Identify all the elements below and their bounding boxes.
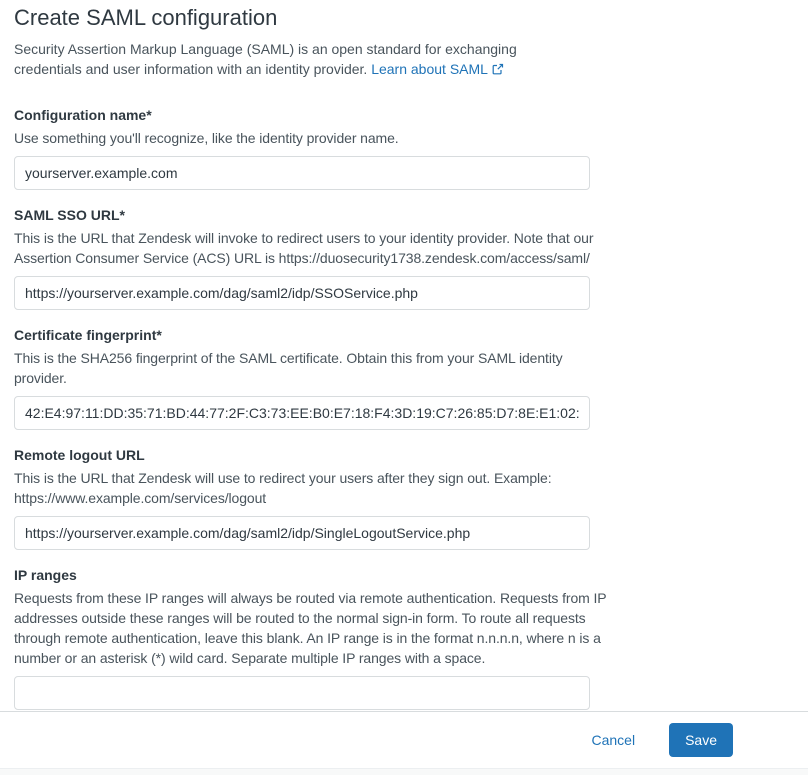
saml-sso-url-input[interactable]	[14, 276, 590, 310]
saml-sso-url-label: SAML SSO URL*	[14, 207, 125, 223]
field-remote-logout-url	[14, 446, 808, 550]
save-button[interactable]: Save	[669, 723, 733, 757]
configuration-name-help: Use something you'll recognize, like the identity provider name.	[14, 130, 399, 146]
form-fields	[14, 106, 808, 710]
remote-logout-url-input[interactable]	[14, 516, 590, 550]
field-certificate-fingerprint	[14, 326, 808, 430]
ip-ranges-label: IP ranges	[14, 567, 77, 583]
certificate-fingerprint-label: Certificate fingerprint*	[14, 327, 162, 343]
ip-ranges-input[interactable]	[14, 676, 590, 710]
field-ip-ranges	[14, 566, 808, 710]
learn-about-saml-link[interactable]: Learn about SAML	[371, 61, 504, 77]
page-below-fold-strip	[0, 768, 808, 775]
external-link-icon	[492, 60, 504, 80]
certificate-fingerprint-input[interactable]	[14, 396, 590, 430]
configuration-name-label: Configuration name*	[14, 107, 152, 123]
configuration-name-input[interactable]	[14, 156, 590, 190]
form-footer	[0, 711, 808, 775]
field-saml-sso-url	[14, 206, 808, 310]
remote-logout-url-label: Remote logout URL	[14, 447, 145, 463]
cancel-button[interactable]: Cancel	[591, 732, 636, 748]
certificate-fingerprint-help: This is the SHA256 fingerprint of the SAML certificate. Obtain this from your SAML identity provider.	[14, 350, 563, 386]
page-title: Create SAML configuration	[14, 5, 278, 30]
field-configuration-name	[14, 106, 808, 190]
footer-actions	[0, 712, 808, 768]
ip-ranges-help: Requests from these IP ranges will always be routed via remote authentication. Requests from IP addresses outside these ranges will be routed to the normal sign-in form. To route all requests through remote authentication, leave this blank. An IP range is in the format n.n.n.n, where n is a number or an asterisk (*) wild card. Separate multiple IP ranges with a space.	[14, 590, 607, 666]
description-line	[14, 59, 808, 80]
description-text: credentials and user information with an identity provider.	[14, 61, 368, 77]
saml-sso-url-help: This is the URL that Zendesk will invoke to redirect users to your identity provider. Note that our Assertion Consumer Service (ACS) URL is https://duosecurity1738.zendesk.com/access/saml/	[14, 230, 594, 266]
page-description	[14, 39, 808, 80]
remote-logout-url-help: This is the URL that Zendesk will use to redirect your users after they sign out. Example: https://www.example.com/services/logout	[14, 470, 552, 506]
description-line: Security Assertion Markup Language (SAML) is an open standard for exchanging	[14, 41, 517, 57]
